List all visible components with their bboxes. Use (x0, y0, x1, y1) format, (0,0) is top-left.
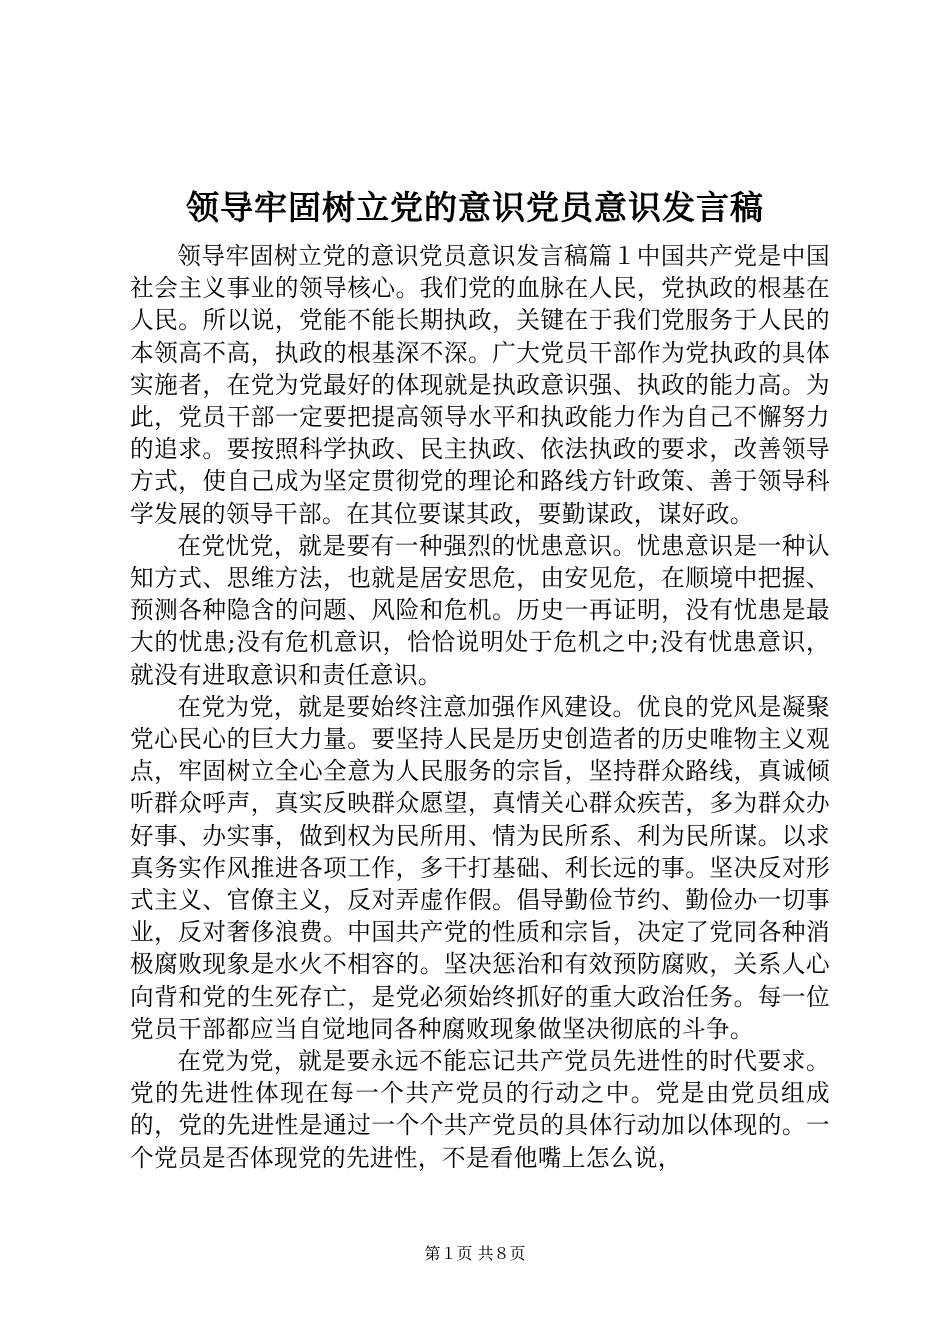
paragraph-4: 在党为党，就是要永远不能忘记共产党员先进性的时代要求。党的先进性体现在每一个共产党员的行动之中。党是由党员组成的，党的先进性是通过一个个共产党员的具体行动加以体现的。一个党员是否体现党的先进性，不是看他嘴上怎么说， (130, 1047, 830, 1172)
page-number: 第１页 共８页 (424, 1244, 526, 1263)
paragraph-1: 领导牢固树立党的意识党员意识发言稿篇１中国共产党是中国社会主义事业的领导核心。我们党的血脉在人民，党执政的根基在人民。所以说，党能不能长期执政，关键在于我们党服务于人民的本领高不高，执政的根基深不深。广大党员干部作为党执政的具体实施者，在党为党最好的体现就是执政意识强、执政的能力高。为此，党员干部一定要把提高领导水平和执政能力作为自己不懈努力的追求。要按照科学执政、民主执政、依法执政的要求，改善领导方式，使自己成为坚定贯彻党的理论和路线方针政策、善于领导科学发展的领导干部。在其位要谋其政，要勤谋政，谋好政。 (130, 242, 830, 528)
page-title: 领导牢固树立党的意识党员意识发言稿 (186, 188, 764, 227)
paragraph-3: 在党为党，就是要始终注意加强作风建设。优良的党风是凝聚党心民心的巨大力量。要坚持人民是历史创造者的历史唯物主义观点，牢固树立全心全意为人民服务的宗旨，坚持群众路线，真诚倾听群众呼声，真实反映群众愿望，真情关心群众疾苦，多为群众办好事、办实事，做到权为民所用、情为民所系、利为民所谋。以求真务实作风推进各项工作，多干打基础、利长远的事。坚决反对形式主义、官僚主义，反对弄虚作假。倡导勤俭节约、勤俭办一切事业，反对奢侈浪费。中国共产党的性质和宗旨，决定了党同各种消极腐败现象是水火不相容的。坚决惩治和有效预防腐败，关系人心向背和党的生死存亡，是党必须始终抓好的重大政治任务。每一位党员干部都应当自觉地同各种腐败现象做坚决彻底的斗争。 (130, 692, 830, 1043)
paragraph-2: 在党忧党，就是要有一种强烈的忧患意识。忧患意识是一种认知方式、思维方法，也就是居安思危，由安见危，在顺境中把握、预测各种隐含的问题、风险和危机。历史一再证明，没有忧患是最大的忧患;没有危机意识，恰恰说明处于危机之中;没有忧患意识，就没有进取意识和责任意识。 (130, 531, 830, 689)
document-body (130, 240, 830, 1174)
